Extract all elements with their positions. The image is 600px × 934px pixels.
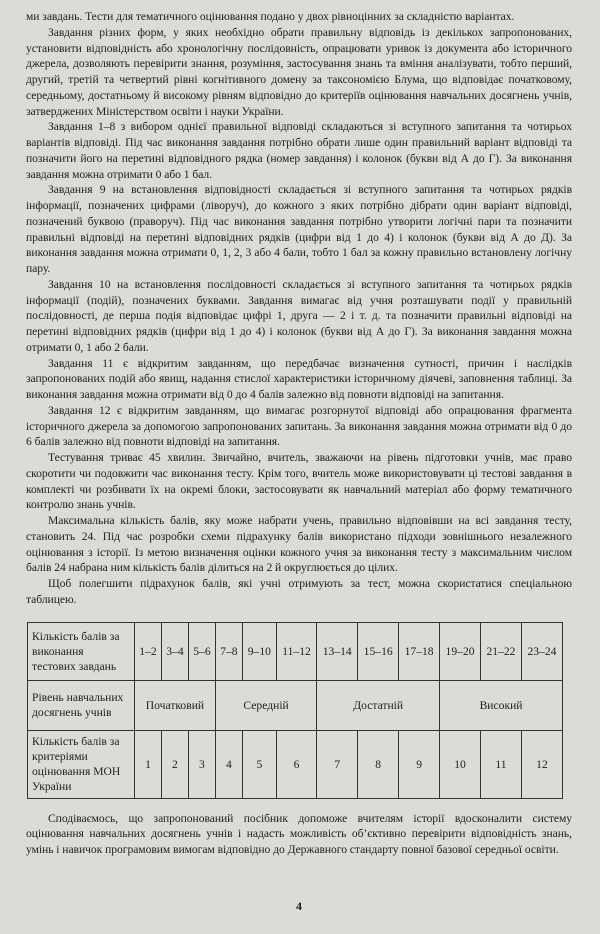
paragraph: Тестування триває 45 хвилин. Звичайно, вчитель, зважаючи на рівень підготовки учнів, має право скоротити чи подовжити час виконання тесту. Крім того, вчитель може використовувати ці тестові завдання в комплекті чи розбивати їх на окремі блоки, застосовувати як навчальний матеріал або форму тематичного контролю знань учнів. <box>26 451 572 512</box>
paragraph: Максимальна кількість балів, яку може набрати учень, правильно відповівши на всі завдання тесту, становить 24. Під час розробки схеми підрахунку балів використано підходи зовнішнього незалежного оцінювання з історії. Із метою визначення оцінки кожного учня за виконання тесту з максимальним числом балів 24 набрана ним кількість балів ділиться на 2 й округлюється до цілих. <box>26 514 572 575</box>
level-cell: Достатній <box>317 680 440 730</box>
paragraph: Завдання 1–8 з вибором однієї правильної відповіді складаються зі вступного запитання та чотирьох варіантів відповіді. Під час виконання завдання потрібно обрати лише один правильний варіант відповіді та позначити його на перетині відповідного рядка (номер завдання) і колонок (букви від А до Г). За виконання завдання можна отримати 0 або 1 бал. <box>26 120 572 181</box>
table-row <box>28 622 563 680</box>
table-row <box>28 730 563 798</box>
grade-cell: 4 <box>215 730 242 798</box>
score-range-cell: 5–6 <box>188 622 215 680</box>
level-cell: Високий <box>440 680 563 730</box>
paragraph: Щоб полегшити підрахунок балів, які учні отримують за тест, можна скористатися спеціальною таблицею. <box>26 577 572 606</box>
grade-cell: 8 <box>358 730 399 798</box>
grade-cell: 5 <box>242 730 276 798</box>
paragraph: Завдання 9 на встановлення відповідності складається зі вступного запитання та чотирьох рядків інформації, позначених цифрами (ліворуч), до кожного з яких потрібно дібрати один варіант відповіді, позначений буквою (праворуч). Під час виконання завдання потрібно утворити логічні пари та позначити правильні відповіді на перетині відповідних рядків (цифри від 1 до 4) і колонок (букви від А до Д). За виконання завдання можна отримати 0, 1, 2, 3 або 4 бали, тобто 1 бал за кожну правильно встановлену логічну пару. <box>26 183 572 275</box>
level-cell: Середній <box>215 680 316 730</box>
grade-cell: 10 <box>440 730 481 798</box>
score-range-cell: 9–10 <box>242 622 276 680</box>
paragraph: Завдання різних форм, у яких необхідно обрати правильну відповідь із декількох запропонованих, установити відповідність або хронологічну послідовність, опрацювати уривок із документа або історичного джерела, дозволяють перевірити знання, розуміння, застосування знань та вміння аналізувати, тобто перший, другий, третій та четвертий рівні когнітивного домену за таксономією Блума, що відповідає початковому, середньому, достатньому й високому рівням відповідно до критеріїв оцінювання навчальних досягнень учнів, затверджених Міністерством освіти і науки України. <box>26 25 572 118</box>
grade-cell: 11 <box>481 730 522 798</box>
grade-cell: 12 <box>521 730 562 798</box>
closing-text <box>26 811 572 858</box>
score-conversion-table <box>27 622 563 799</box>
grade-cell: 6 <box>276 730 316 798</box>
page-number: 4 <box>296 898 302 913</box>
row-header: Кількість балів за критеріями оцінювання МОН України <box>28 730 135 798</box>
grade-cell: 7 <box>317 730 358 798</box>
grade-cell: 9 <box>399 730 440 798</box>
score-range-cell: 17–18 <box>399 622 440 680</box>
grade-cell: 3 <box>188 730 215 798</box>
paragraph: Сподіваємось, що запропонований посібник допоможе вчителям історії вдосконалити систему оцінювання навчальних досягнень учнів і надасть можливість об’єктивно перевірити відповідність знань, умінь і навичок програмовим вимогам відповідно до Державного стандарту повної базової середньої освіти. <box>26 811 572 856</box>
score-range-cell: 19–20 <box>440 622 481 680</box>
score-range-cell: 7–8 <box>215 622 242 680</box>
row-header: Рівень навчальних досягнень учнів <box>28 680 135 730</box>
level-cell: Початковий <box>135 680 216 730</box>
paragraph: Завдання 11 є відкритим завданням, що передбачає визначення сутності, причин і наслідків запропонованих подій або явищ, надання стислої характеристики історичному діячеві, заповнення таблиці. За виконання завдання можна отримати від 0 до 4 балів залежно від повноти відповіді на запитання. <box>26 356 572 401</box>
score-range-cell: 3–4 <box>161 622 188 680</box>
paragraph: Завдання 10 на встановлення послідовності складається зі вступного запитання та чотирьох рядків інформації (подій), позначених буквами. Завдання вимагає від учня розташувати події у правильній послідовності, де перша подія відповідає цифрі 1, друга — 2 і т. д. та позначити правильні відповіді на перетині відповідних рядків (цифри від 1 до 4) і колонок (букви від А до Г). За виконання завдання можна отримати 0, 1 або 2 бали. <box>26 277 572 354</box>
score-range-cell: 23–24 <box>521 622 562 680</box>
grade-cell: 2 <box>161 730 188 798</box>
score-range-cell: 15–16 <box>358 622 399 680</box>
paragraph: Завдання 12 є відкритим завданням, що вимагає розгорнутої відповіді або опрацювання фрагмента історичного джерела за допомогою запропонованих запитань. За виконання завдання можна отримати від 0 до 6 балів залежно від повноти відповіді на запитання. <box>26 403 572 449</box>
score-range-cell: 13–14 <box>317 622 358 680</box>
paragraph: ми завдань. Тести для тематичного оцінювання подано у двох рівноцінних за складністю варіантах. <box>26 10 515 23</box>
grade-cell: 1 <box>135 730 162 798</box>
score-range-cell: 1–2 <box>135 622 162 680</box>
body-text <box>26 9 572 608</box>
score-range-cell: 21–22 <box>481 622 522 680</box>
score-range-cell: 11–12 <box>276 622 316 680</box>
row-header: Кількість балів за виконання тестових завдань <box>28 622 135 680</box>
table-row <box>28 680 563 730</box>
